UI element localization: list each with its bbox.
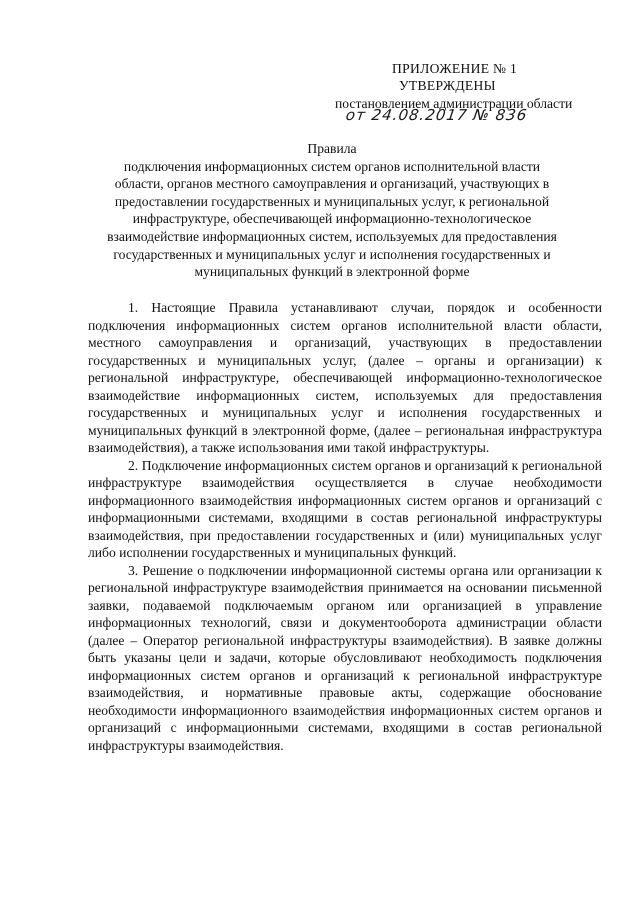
title-heading: Правила: [307, 141, 357, 156]
title-line: инфраструктуре, обеспечивающей информационно-технологическое: [132, 211, 532, 227]
document-body: [88, 299, 602, 754]
title-line: государственных и муниципальных услуг и исполнения государственных и: [113, 246, 551, 262]
title-line: предоставлении государственных и муниципальных услуг, к региональной: [114, 193, 550, 209]
handwritten-date-number: от 24.08.2017 № 836: [344, 106, 529, 124]
title-line: взаимодействие информационных систем, используемых для предоставления: [107, 228, 557, 244]
decree-label: постановлением администрации области: [335, 96, 573, 111]
paragraph-2: 2. Подключение информационных систем органов и организаций к региональной инфраструктуре взаимодействия осуществляется в случае необходимости информационного взаимодействия информационных систем органов и организаций с информационными системами, входящими в состав региональной инфраструктуры взаимодействия, при предоставлении государственных и (или) муниципальных услуг либо исполнении государственных и муниципальных функций.: [88, 457, 602, 560]
title-line: муниципальных функций в электронной форме: [194, 264, 470, 280]
title-line: подключения информационных систем органов исполнительной власти: [123, 158, 541, 174]
appendix-label: ПРИЛОЖЕНИЕ № 1: [392, 61, 518, 76]
title-line: области, органов местного самоуправления и организаций, участвующих в: [114, 176, 550, 192]
paragraph-3: 3. Решение о подключении информационной системы органа или организации к региональной инфраструктуре взаимодействия принимается на основании письменной заявки, подаваемой подключаемым органом или организацией в управление информационных технологий, связи и документооборота администрации области (далее – Оператор региональной инфраструктуры взаимодействия). В заявке должны быть указаны цели и задачи, которые обусловливают необходимость подключения информационных систем органов и организаций к региональной инфраструктуре взаимодействия, и нормативные правовые акты, содержащие обоснование необходимости информационного взаимодействия информационных систем органов и организаций с информационными системами, входящими в состав региональной инфраструктуры взаимодействия.: [88, 562, 602, 753]
approved-label: УТВЕРЖДЕНЫ: [399, 78, 496, 93]
paragraph-1: 1. Настоящие Правила устанавливают случаи, порядок и особенности подключения информационных систем органов исполнительной власти области, местного самоуправления и организаций, участвующих в предоставлении государственных и муниципальных услуг, (далее – органы и организации) к региональной инфраструктуре, обеспечивающей информационно-технологическое взаимодействие информационных систем, используемых для предоставления государственных и муниципальных услуг и исполнения государственных и муниципальных функций в электронной форме, (далее – региональная инфраструктура взаимодействия), а также использования ими такой инфраструктуры.: [88, 300, 602, 455]
document-title: [80, 140, 584, 281]
